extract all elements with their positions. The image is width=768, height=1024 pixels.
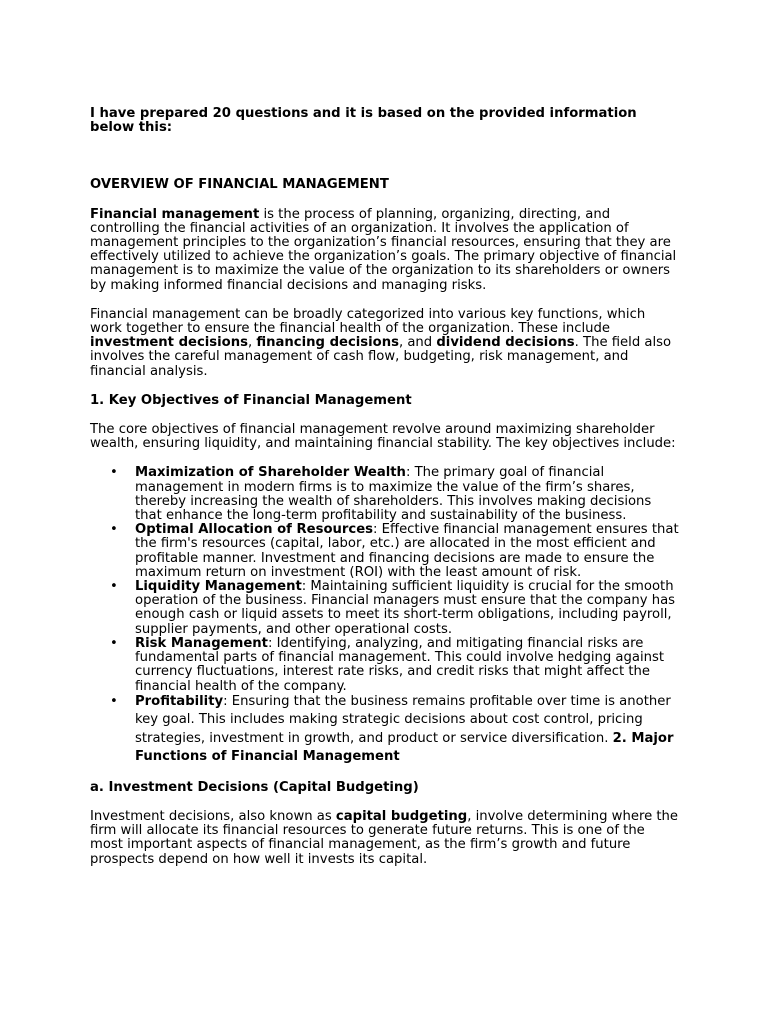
document-page <box>90 107 680 867</box>
list-item: • Risk Management: Identifying, analyzing, and mitigating financial risks are fundamental parts of financial management. This could involve hedging against currency fluctuations, interest rate risks, and credit risks that might affect the financial health of the company. <box>110 635 665 694</box>
objectives-list <box>90 466 680 766</box>
list-item: • Profitability: Ensuring that the business remains profitable over time is another key goal. This includes making strategic decisions about cost control, pricing strategies, investment in growth, and product or service diversification. 2. Major Functions of Financial Management <box>110 693 674 765</box>
paragraph-investment-decisions: Investment decisions, also known as capital budgeting, involve determining where the firm will allocate its financial resources to generate future returns. This is one of the most important aspects of financial management, as the firm’s growth and future prospects depend on how well it invests its capital. <box>90 808 679 867</box>
section-heading-key-objectives: 1. Key Objectives of Financial Management <box>90 392 412 408</box>
list-item: • Maximization of Shareholder Wealth: The primary goal of financial management in modern firms is to maximize the value of the firm’s shares, thereby increasing the wealth of shareholders. This involves making decisions that enhance the long-term profitability and sustainability of the business. <box>110 465 652 524</box>
bullet-icon: • <box>110 522 118 538</box>
bullet-icon: • <box>110 693 118 709</box>
list-item: • Optimal Allocation of Resources: Effective financial management ensures that the firm's resources (capital, labor, etc.) are allocated in the most efficient and profitable manner. Investment and financing decisions are made to ensure the maximum return on investment (ROI) with the least amount of risk. <box>110 522 679 580</box>
term-investment-decisions: investment decisions <box>90 335 248 351</box>
paragraph-key-functions: Financial management can be broadly categorized into various key functions, which work together to ensure the financial health of the organization. These include investment decisions, financing decisions, and dividend decisions. The field also involves the careful management of cash flow, budgeting, risk management, and financial analysis. <box>90 306 672 379</box>
paragraph-definition: Financial management is the process of planning, organizing, directing, and controlling the financial activities of an organization. It involves the application of management principles to the organization’s financial resources, ensuring that they are effectively utilized to achieve the organization’s goals. The primary objective of financial management is to maximize the value of the organization to its shareholders or owners by making informed financial decisions and managing risks. <box>90 206 677 293</box>
term-financial-management: Financial management <box>90 206 260 222</box>
bullet-icon: • <box>110 579 118 595</box>
bullet-icon: • <box>110 465 118 481</box>
term-dividend-decisions: dividend decisions <box>436 335 575 351</box>
paragraph-core-objectives: The core objectives of financial management revolve around maximizing shareholder wealth, ensuring liquidity, and maintaining financial stability. The key objectives include: <box>90 422 676 452</box>
bullet-icon: • <box>110 635 118 651</box>
term-financing-decisions: financing decisions <box>256 335 399 351</box>
subsection-heading-investment-decisions: a. Investment Decisions (Capital Budgeting) <box>90 779 419 795</box>
section-heading-major-functions: 2. Major Functions of Financial Management <box>135 730 674 765</box>
overview-title: OVERVIEW OF FINANCIAL MANAGEMENT <box>90 177 389 193</box>
list-item: • Liquidity Management: Maintaining sufficient liquidity is crucial for the smooth operation of the business. Financial managers must ensure that the company has enough cash or liquid assets to meet its short-term obligations, including payroll, supplier payments, and other operational costs. <box>110 579 676 637</box>
intro-statement: I have prepared 20 questions and it is based on the provided information below this: <box>90 106 637 136</box>
term-capital-budgeting: capital budgeting <box>335 808 468 824</box>
